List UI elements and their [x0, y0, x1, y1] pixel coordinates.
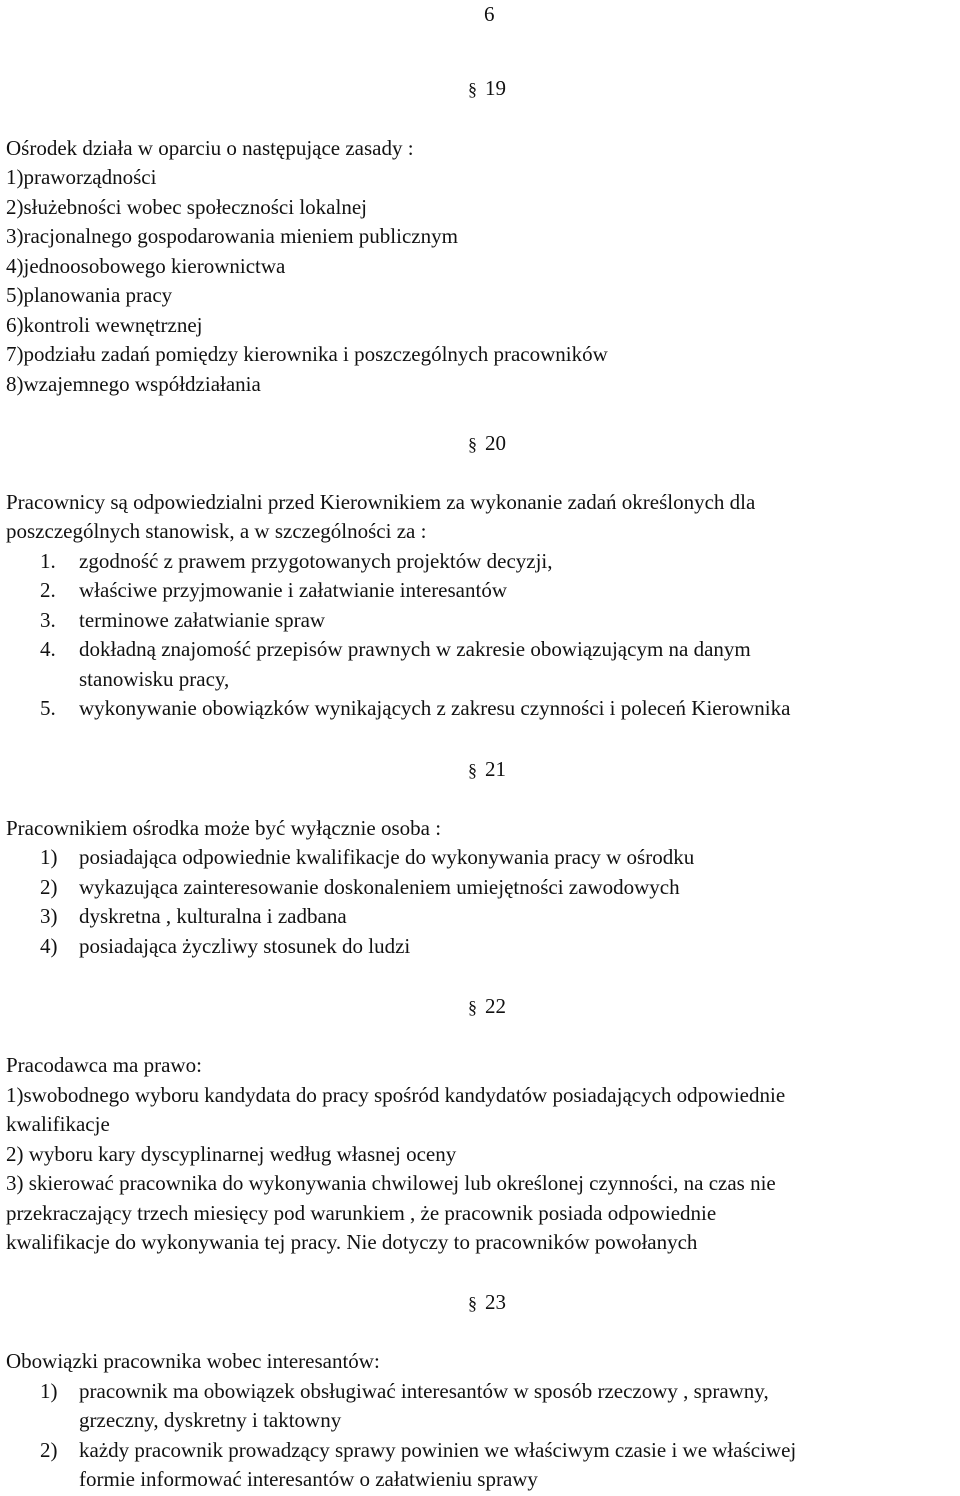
section-number: 21 — [485, 757, 506, 781]
section-number: 19 — [485, 76, 506, 100]
list-item: zgodność z prawem przygotowanych projektów decyzji, — [79, 549, 553, 573]
list-item: dokładną znajomość przepisów prawnych w zakresie obowiązującym na danym — [79, 637, 751, 661]
list-item: wykonywanie obowiązków wynikających z zakresu czynności i poleceń Kierownika — [79, 696, 791, 720]
list-item-continuation: stanowisku pracy, — [79, 667, 230, 691]
list-item-number: 5. — [40, 696, 56, 720]
paragraph-line: 8)wzajemnego współdziałania — [6, 372, 261, 396]
list-item-number: 4. — [40, 637, 56, 661]
paragraph-line: 1)praworządności — [6, 165, 157, 189]
list-item: pracownik ma obowiązek obsługiwać interesantów w sposób rzeczowy , sprawny, — [79, 1379, 769, 1403]
paragraph-line: 3) skierować pracownika do wykonywania chwilowej lub określonej czynności, na czas nie — [6, 1171, 776, 1195]
list-item-number: 3) — [40, 904, 58, 928]
list-item: dyskretna , kulturalna i zadbana — [79, 904, 347, 928]
list-item: wykazująca zainteresowanie doskonaleniem umiejętności zawodowych — [79, 875, 680, 899]
section-symbol: § — [468, 997, 477, 1017]
section-symbol: § — [468, 760, 477, 780]
list-item: terminowe załatwianie spraw — [79, 608, 326, 632]
list-item: każdy pracownik prowadzący sprawy powinien we właściwym czasie i we właściwej — [79, 1438, 797, 1462]
paragraph-line: kwalifikacje — [6, 1112, 110, 1136]
section-heading-19 — [468, 74, 506, 104]
section-number: 22 — [485, 994, 506, 1018]
section-symbol: § — [468, 1293, 477, 1313]
list-item-number: 4) — [40, 934, 58, 958]
section-symbol: § — [468, 79, 477, 99]
list-item: posiadająca odpowiednie kwalifikacje do wykonywania pracy w ośrodku — [79, 845, 695, 869]
list-item: właściwe przyjmowanie i załatwianie interesantów — [79, 578, 507, 602]
section-heading-20 — [468, 429, 506, 459]
list-item-continuation: grzeczny, dyskretny i taktowny — [79, 1408, 342, 1432]
paragraph-line: Ośrodek działa w oparciu o następujące zasady : — [6, 136, 414, 160]
paragraph-line: 6)kontroli wewnętrznej — [6, 313, 203, 337]
section-heading-21 — [468, 755, 506, 785]
list-item-continuation: formie informować interesantów o załatwieniu sprawy — [79, 1467, 538, 1491]
paragraph-line: Obowiązki pracownika wobec interesantów: — [6, 1349, 380, 1373]
paragraph-line: 2) wyboru kary dyscyplinarnej według własnej oceny — [6, 1142, 457, 1166]
list-item-number: 2) — [40, 875, 58, 899]
paragraph-line: przekraczający trzech miesięcy pod warunkiem , że pracownik posiada odpowiednie — [6, 1201, 717, 1225]
paragraph-line: 7)podziału zadań pomiędzy kierownika i poszczególnych pracowników — [6, 342, 608, 366]
paragraph-line: kwalifikacje do wykonywania tej pracy. Nie dotyczy to pracowników powołanych — [6, 1230, 698, 1254]
list-item-number: 2) — [40, 1438, 58, 1462]
paragraph-line: 2)służebności wobec społeczności lokalnej — [6, 195, 367, 219]
list-item-number: 3. — [40, 608, 56, 632]
paragraph-line: 5)planowania pracy — [6, 283, 173, 307]
paragraph-line: poszczególnych stanowisk, a w szczególności za : — [6, 519, 427, 543]
list-item-number: 2. — [40, 578, 56, 602]
page-number: 6 — [484, 2, 495, 26]
paragraph-line: Pracodawca ma prawo: — [6, 1053, 202, 1077]
section-number: 20 — [485, 431, 506, 455]
paragraph-line: Pracownicy są odpowiedzialni przed Kierownikiem za wykonanie zadań określonych dla — [6, 490, 756, 514]
list-item-number: 1) — [40, 1379, 58, 1403]
paragraph-line: 3)racjonalnego gospodarowania mieniem publicznym — [6, 224, 458, 248]
paragraph-line: 4)jednoosobowego kierownictwa — [6, 254, 286, 278]
section-number: 23 — [485, 1290, 506, 1314]
list-item: posiadająca życzliwy stosunek do ludzi — [79, 934, 411, 958]
list-item-number: 1) — [40, 845, 58, 869]
list-item-number: 1. — [40, 549, 56, 573]
section-symbol: § — [468, 434, 477, 454]
section-heading-23 — [468, 1288, 506, 1318]
paragraph-line: Pracownikiem ośrodka może być wyłącznie osoba : — [6, 816, 442, 840]
paragraph-line: 1)swobodnego wyboru kandydata do pracy spośród kandydatów posiadających odpowiednie — [6, 1083, 786, 1107]
section-heading-22 — [468, 992, 506, 1022]
